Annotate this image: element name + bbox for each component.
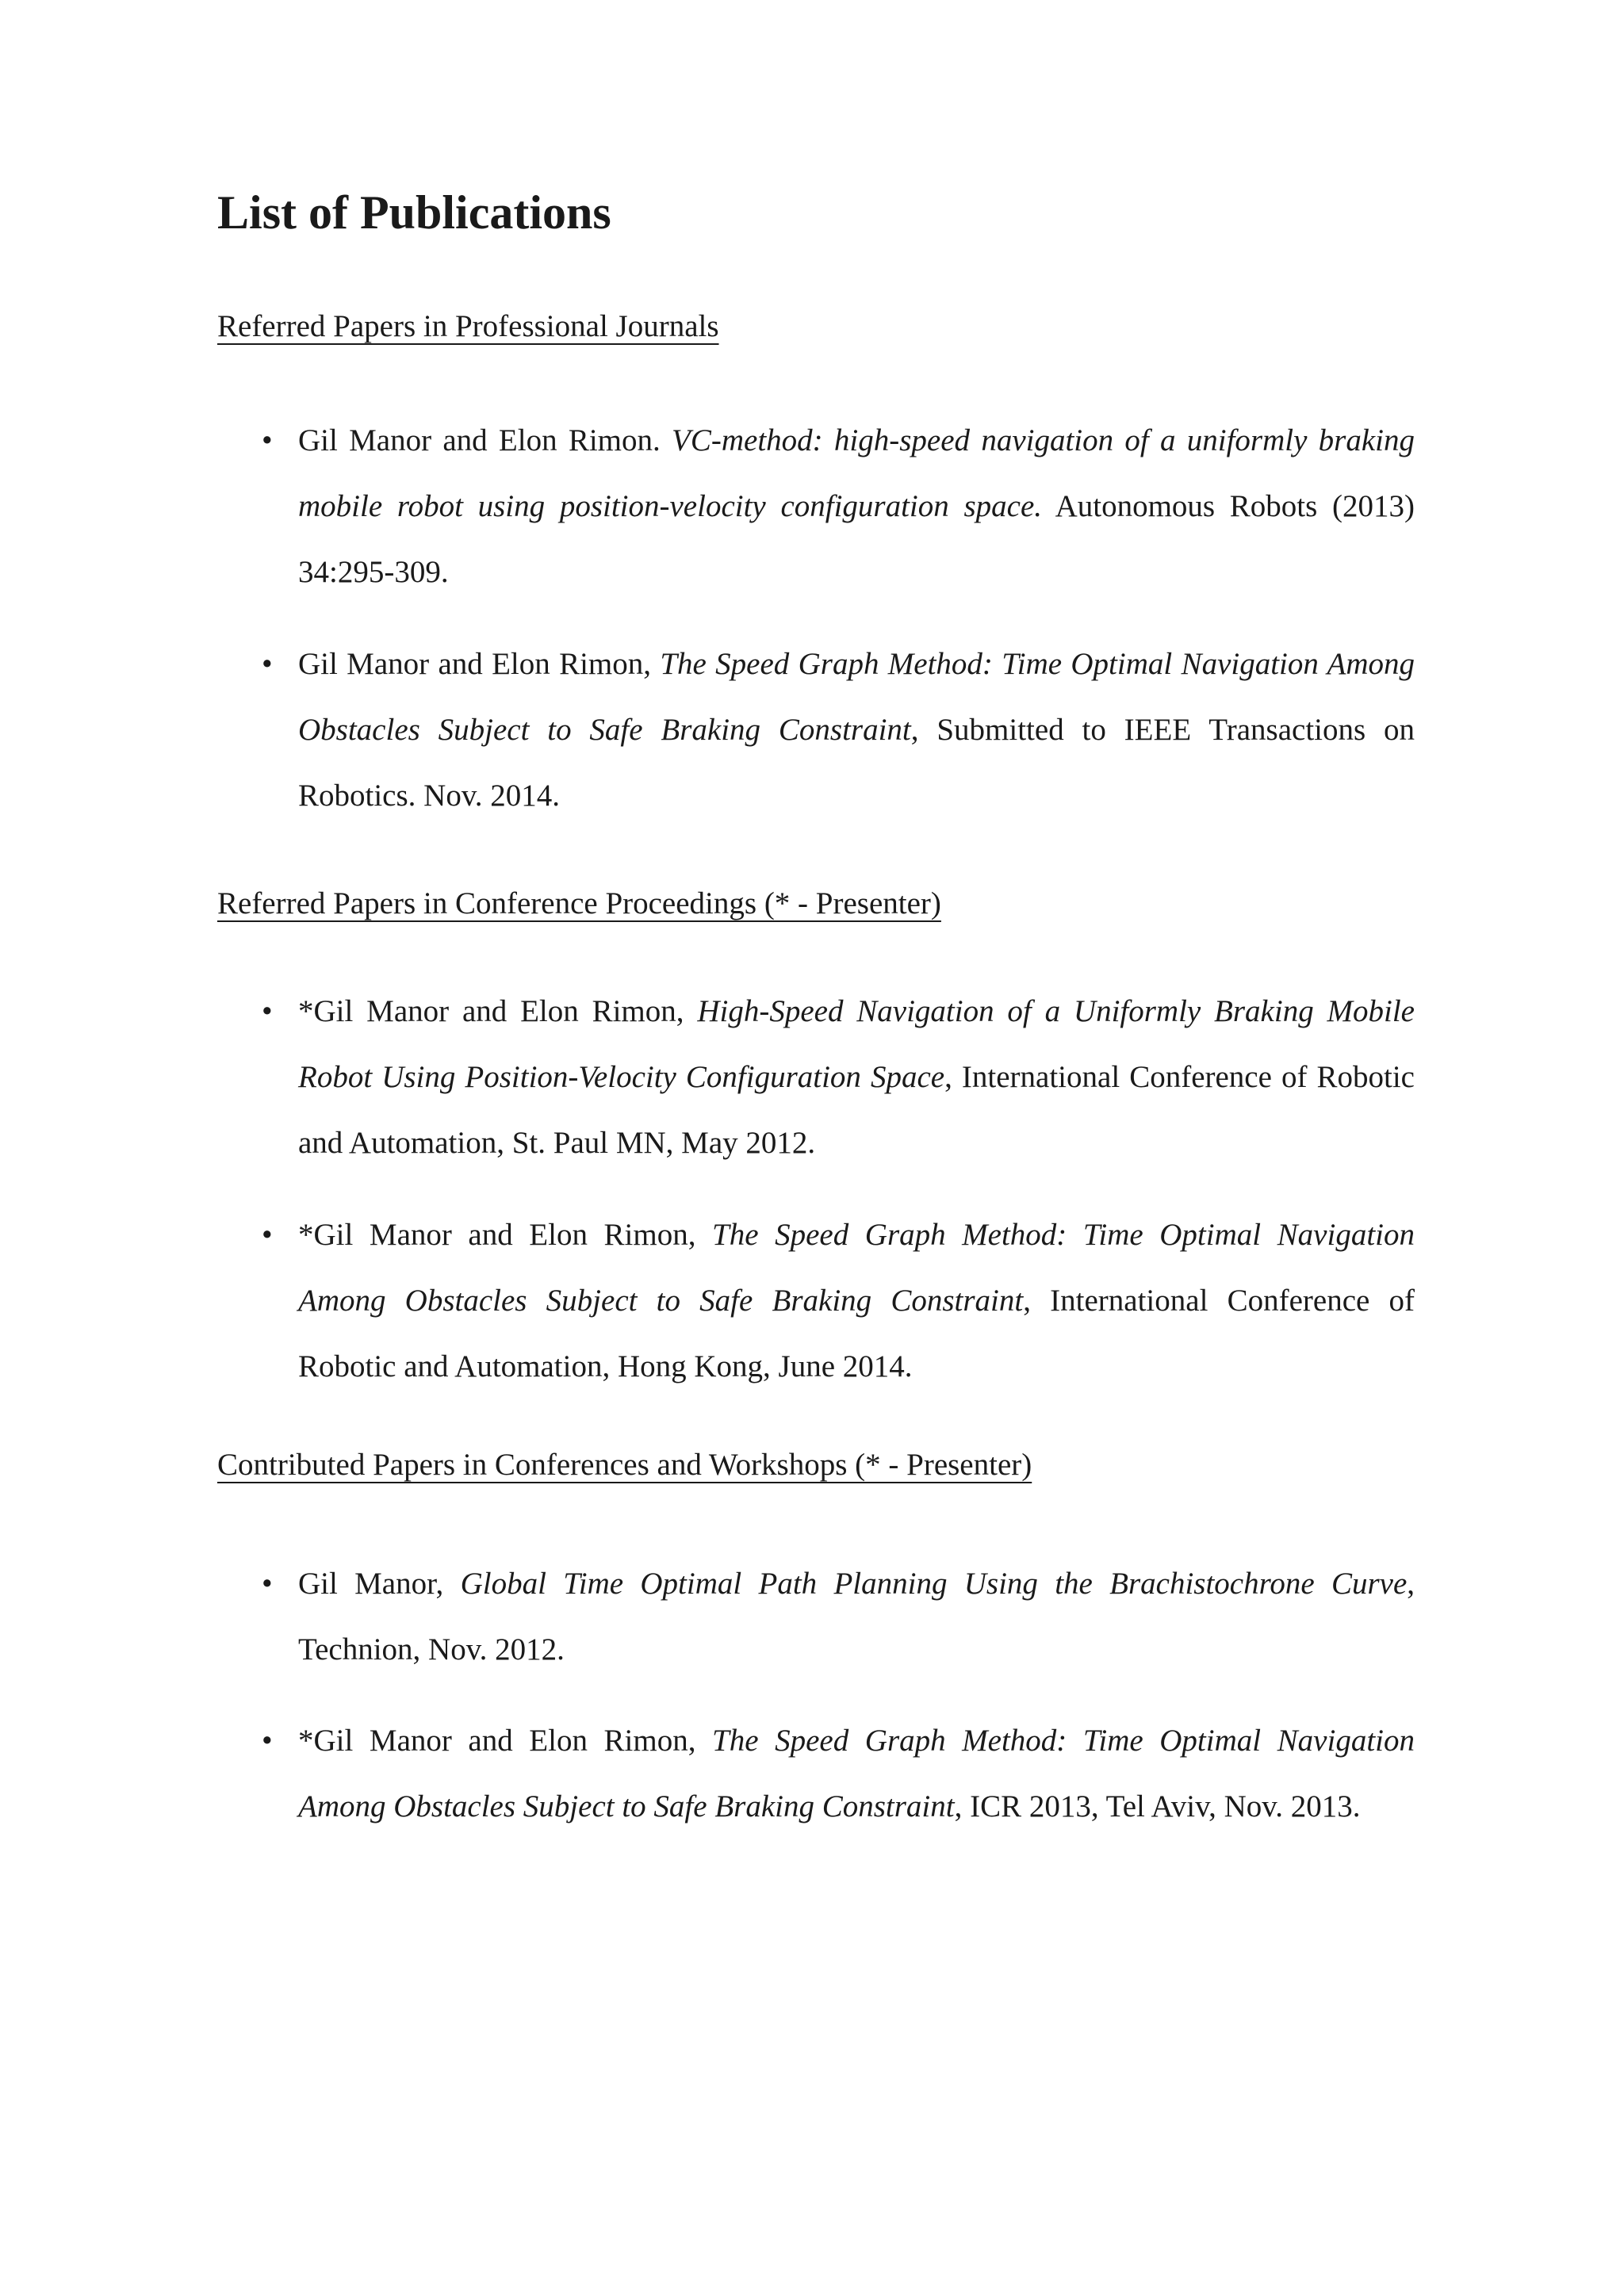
section-heading-journals: Referred Papers in Professional Journals	[217, 309, 719, 343]
section-heading-contributed-papers: Contributed Papers in Conferences and Workshops (* - Presenter)	[217, 1448, 1032, 1482]
publication-venue: Autonomous Robots (2013) 34:295-309.	[298, 489, 1415, 589]
publication-venue: , ICR 2013, Tel Aviv, Nov. 2013.	[954, 1789, 1361, 1823]
publication-item	[262, 978, 1415, 1176]
publication-item	[262, 1551, 1415, 1682]
section-heading-conference-proceedings: Referred Papers in Conference Proceedings (* - Presenter)	[217, 886, 941, 920]
page-title: List of Publications	[217, 186, 611, 239]
bullet-icon: •	[262, 994, 273, 1028]
publication-title: High-Speed Navigation of a Uniformly Braking Mobile Robot Using Position-Velocity Configuration Space	[298, 994, 1415, 1094]
publication-authors: *Gil Manor and Elon Rimon,	[298, 994, 684, 1028]
publication-authors: Gil Manor and Elon Rimon.	[298, 423, 661, 457]
publication-authors: Gil Manor and Elon Rimon,	[298, 647, 652, 681]
bullet-icon: •	[262, 1567, 273, 1601]
bullet-icon: •	[262, 647, 273, 681]
publication-item	[262, 631, 1415, 828]
publication-title: The Speed Graph Method: Time Optimal Navigation Among Obstacles Subject to Safe Braking Constraint	[298, 1724, 1415, 1823]
publication-title: The Speed Graph Method: Time Optimal Navigation Among Obstacles Subject to Safe Braking Constraint	[298, 1218, 1415, 1318]
publication-authors: Gil Manor,	[298, 1567, 444, 1601]
publication-item	[262, 1708, 1415, 1839]
publication-item	[262, 1202, 1415, 1399]
document-page	[217, 0, 1415, 2296]
publication-title: Global Time Optimal Path Planning Using the Brachistochrone Curve	[460, 1567, 1408, 1601]
publication-authors: *Gil Manor and Elon Rimon,	[298, 1218, 696, 1252]
publication-venue: , Submitted to IEEE Transactions on Robotics. Nov. 2014.	[298, 713, 1415, 813]
publication-title: VC-method: high-speed navigation of a uniformly braking mobile robot using position-velocity configuration space.	[298, 423, 1415, 523]
publication-venue: , Technion, Nov. 2012.	[298, 1567, 1415, 1667]
publication-title: The Speed Graph Method: Time Optimal Navigation Among Obstacles Subject to Safe Braking Constraint	[298, 647, 1415, 747]
publication-authors: *Gil Manor and Elon Rimon,	[298, 1724, 696, 1758]
bullet-icon: •	[262, 423, 273, 457]
publication-item	[262, 408, 1415, 605]
publication-venue: , International Conference of Robotic and Automation, Hong Kong, June 2014.	[298, 1284, 1415, 1383]
publication-venue: , International Conference of Robotic and Automation, St. Paul MN, May 2012.	[298, 1060, 1415, 1160]
bullet-icon: •	[262, 1724, 273, 1758]
bullet-icon: •	[262, 1218, 273, 1252]
